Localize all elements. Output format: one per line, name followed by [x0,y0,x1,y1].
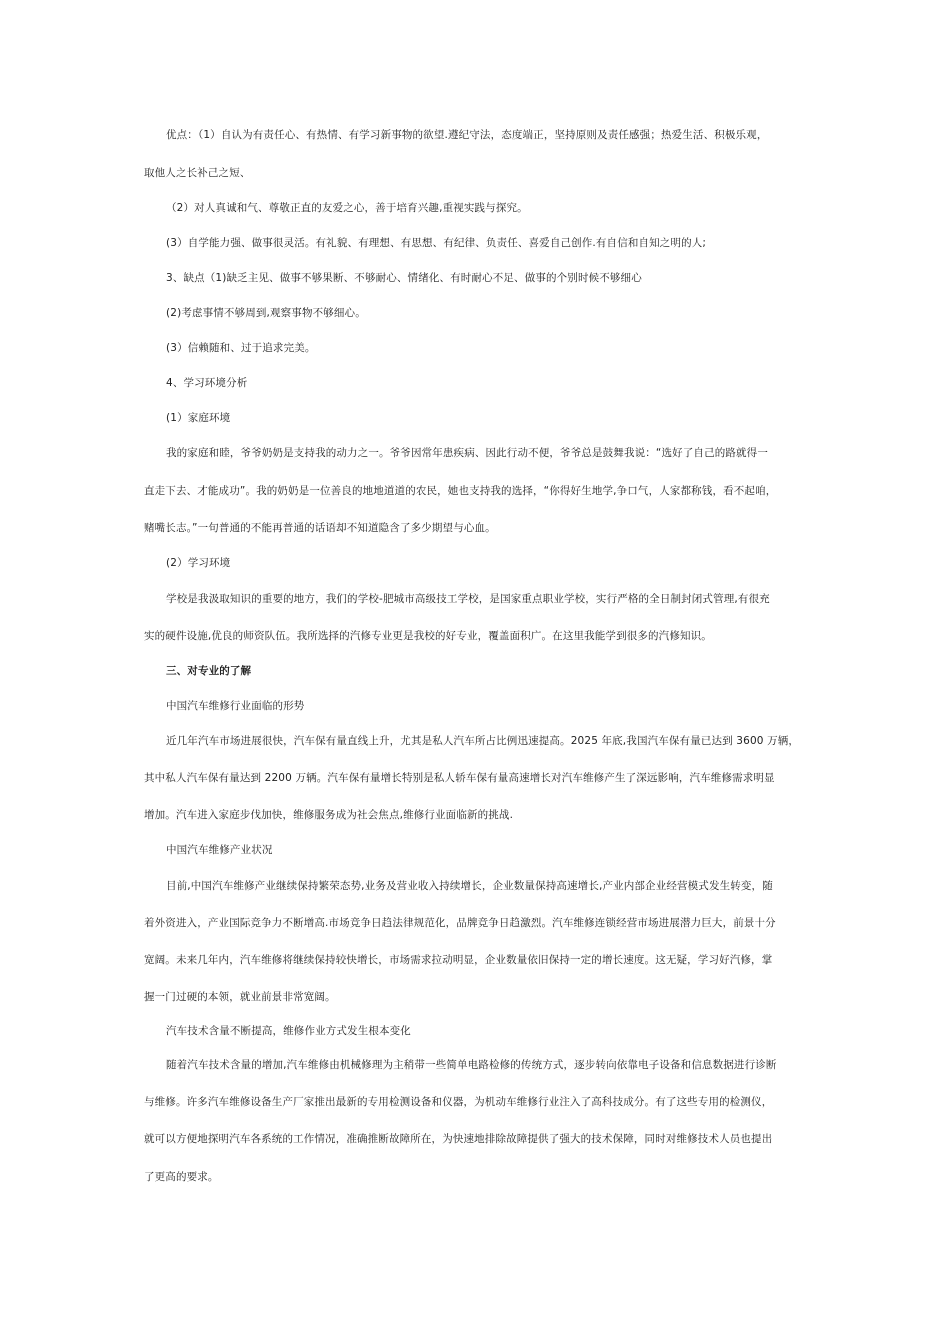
status-paragraph-line-4: 握一门过硬的本领，就业前景非常宽阔。 [144,991,336,1003]
subheading-school-env: (2）学习环境 [166,557,231,569]
strengths-item-2: （2）对人真诚和气、尊敬正直的友爱之心，善于培育兴趣,重视实践与探究。 [166,202,528,214]
subheading-industry-status: 中国汽车维修产业状况 [166,844,273,856]
tech-paragraph-line-1: 随着汽车技术含量的增加,汽车维修由机械修理为主稍带一些简单电路检修的传统方式，逐步转向依靠电子设备和信息数据进行诊断 [166,1059,777,1071]
strengths-line-1: 优点：（1）自认为有责任心、有热情、有学习新事物的欲望.遵纪守法，态度端正，坚持原则及责任感强；热爱生活、积极乐观， [166,129,768,141]
tech-paragraph-line-2: 与维修。许多汽车维修设备生产厂家推出最新的专用检测设备和仪器，为机动车维修行业注入了高科技成分。有了这些专用的检测仪， [144,1096,773,1108]
status-paragraph-line-2: 着外资进入，产业国际竞争力不断增高.市场竞争日趋法律规范化，品牌竞争日趋激烈。汽车维修连锁经营市场进展潜力巨大，前景十分 [144,917,776,929]
strengths-item-3: (3）自学能力强、做事很灵活。有礼貌、有理想、有思想、有纪律、负责任、喜爱自己创作.有自信和自知之明的人; [166,237,707,249]
school-paragraph-line-1: 学校是我汲取知识的重要的地方，我们的学校-肥城市高级技工学校，是国家重点职业学校，实行严格的全日制封闭式管理,有很充 [166,593,770,605]
family-paragraph-line-3: 赌嘴长志。”一句普通的不能再普通的话语却不知道隐含了多少期望与心血。 [144,522,496,534]
section-heading-learning-env: 4、学习环境分析 [166,377,248,389]
school-paragraph-line-2: 实的硬件设施,优良的师资队伍。我所选择的汽修专业更是我校的好专业，覆盖面积广。在这里我能学到很多的汽修知识。 [144,630,712,642]
subheading-industry-situation: 中国汽车维修行业面临的形势 [166,700,305,712]
industry-paragraph-line-1: 近几年汽车市场进展很快，汽车保有量直线上升，尤其是私人汽车所占比例迅速提高。2025 年底,我国汽车保有量已达到 3600 万辆， [166,735,800,747]
tech-paragraph-line-4: 了更高的要求。 [144,1171,219,1183]
subheading-family-env: (1）家庭环境 [166,412,231,424]
subheading-tech-content: 汽车技术含量不断提高，维修作业方式发生根本变化 [166,1025,411,1037]
family-paragraph-line-1: 我的家庭和睦，爷爷奶奶是支持我的动力之一。爷爷因常年患疾病、因此行动不便，爷爷总是鼓舞我说：“选好了自己的路就得一 [166,447,768,459]
tech-paragraph-line-3: 就可以方便地探明汽车各系统的工作情况，准确推断故障所在，为快速地排除故障提供了强大的技术保障，同时对维修技术人员也提出 [144,1133,773,1145]
strengths-line-2: 取他人之长补己之短、 [144,167,251,179]
family-paragraph-line-2: 直走下去、才能成功”。我的奶奶是一位善良的地地道道的农民，她也支持我的选择，“你得好生地学,争口气，人家都称钱，看不起咱， [144,485,777,497]
industry-paragraph-line-3: 增加。汽车进入家庭步伐加快，维修服务成为社会焦点,维修行业面临新的挑战. [144,809,514,821]
section-heading-major: 三、对专业的了解 [166,665,252,677]
weaknesses-item-3: (3）信赖随和、过于追求完美。 [166,342,316,354]
status-paragraph-line-3: 宽阔。未来几年内，汽车维修将继续保持较快增长，市场需求拉动明显，企业数量依旧保持一定的增长速度。这无疑，学习好汽修，掌 [144,954,773,966]
weaknesses-item-2: (2)考虑事情不够周到,观察事物不够细心。 [166,307,366,319]
weaknesses-item-1: 3、缺点（1)缺乏主见、做事不够果断、不够耐心、情绪化、有时耐心不足、做事的个别时候不够细心 [166,272,642,284]
status-paragraph-line-1: 目前,中国汽车维修产业继续保持繁荣态势,业务及营业收入持续增长，企业数量保持高速增长,产业内部企业经营模式发生转变，随 [166,880,773,892]
industry-paragraph-line-2: 其中私人汽车保有量达到 2200 万辆。汽车保有量增长特别是私人轿车保有量高速增长对汽车维修产生了深远影响，汽车维修需求明显 [144,772,775,784]
